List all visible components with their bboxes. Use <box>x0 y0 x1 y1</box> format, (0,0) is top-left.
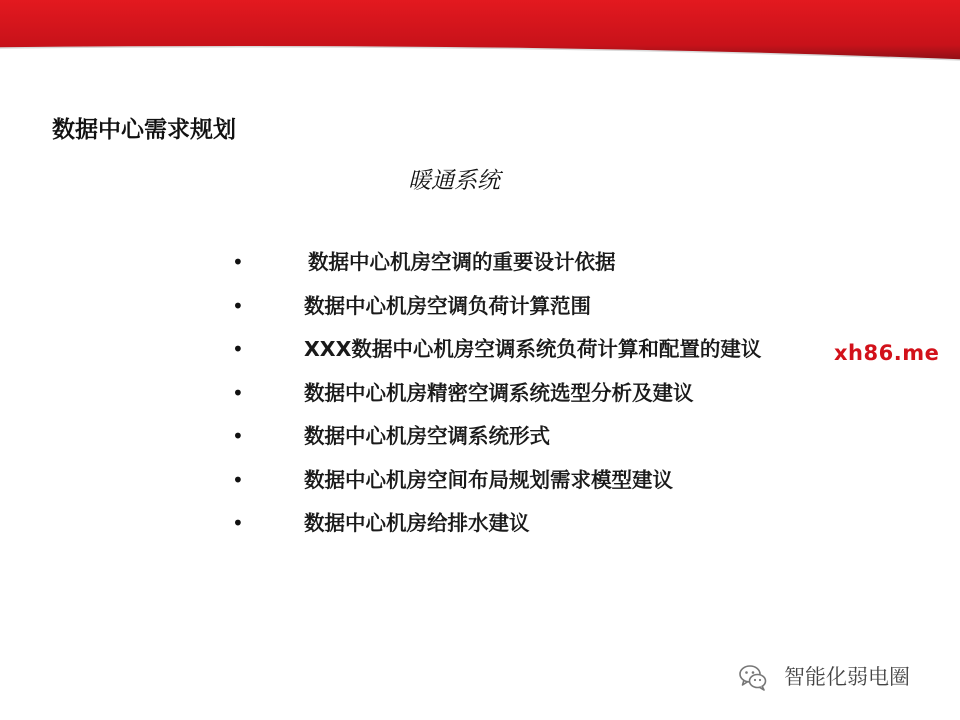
bullet-text: 数据中心机房空调负荷计算范围 <box>304 293 591 318</box>
slide-title: 数据中心需求规划 <box>52 117 236 143</box>
bullet-dot: • <box>232 293 244 318</box>
list-item <box>232 243 842 287</box>
bullet-text: XXX数据中心机房空调系统负荷计算和配置的建议 <box>304 337 762 361</box>
top-banner <box>0 0 960 64</box>
watermark-site-text: xh86.me <box>834 341 940 365</box>
list-item <box>232 417 842 461</box>
wechat-icon <box>738 662 768 692</box>
bullet-dot: • <box>232 511 244 535</box>
bullet-text: 数据中心机房给排水建议 <box>304 511 530 535</box>
list-item <box>232 330 842 374</box>
bullet-list <box>232 243 842 548</box>
bullet-text: 数据中心机房空间布局规划需求模型建议 <box>304 467 673 492</box>
bullet-dot: • <box>232 337 244 361</box>
bullet-dot: • <box>232 424 244 448</box>
bullet-text: 数据中心机房空调的重要设计依据 <box>308 250 616 274</box>
bullet-dot: • <box>232 380 244 405</box>
bullet-dot: • <box>232 250 244 274</box>
bullet-dot: • <box>232 467 244 492</box>
bullet-text: 数据中心机房精密空调系统选型分析及建议 <box>304 380 694 405</box>
list-item <box>232 287 842 331</box>
list-item <box>232 374 842 418</box>
slide-subtitle: 暖通系统 <box>408 168 500 194</box>
footer-brand-text: 智能化弱电圈 <box>784 665 910 689</box>
list-item <box>232 461 842 505</box>
bullet-text: 数据中心机房空调系统形式 <box>304 424 550 448</box>
list-item <box>232 504 842 548</box>
